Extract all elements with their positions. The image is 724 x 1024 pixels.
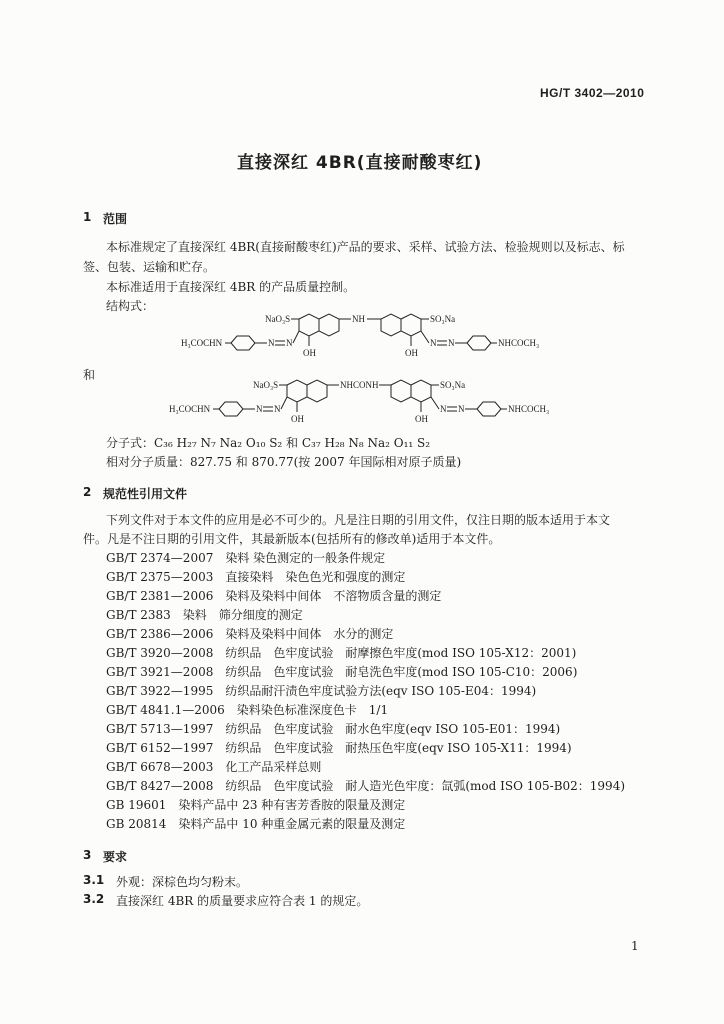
section-1-heading: 范围 <box>103 212 128 226</box>
section-2-heading: 规范性引用文件 <box>103 487 188 501</box>
requirement-3-1-number: 3.1 <box>83 873 105 887</box>
azo-n-left-1: N <box>256 404 263 414</box>
naphthalene-ring-right-a <box>391 380 411 402</box>
scope-applicability: 本标准适用于直接深红 4BR 的产品质量控制。 <box>106 280 356 294</box>
structural-formula-1 <box>175 310 575 366</box>
reference-item: GB/T 2375—2003 直接染料 染色色光和强度的测定 <box>106 570 406 584</box>
benzene-ring-right <box>477 402 501 416</box>
reference-item: GB/T 3922—1995 纺织品耐汗渍色牢度试验方法(eqv ISO 105-E04：1994) <box>106 684 537 698</box>
acetylamino-right-label: NHCOCH₃ <box>508 404 550 414</box>
naphthalene-ring-left-a <box>287 380 307 402</box>
reference-item: GB/T 8427—2008 纺织品 色牢度试验 耐人造光色牢度：氙弧(mod ISO 105-B02：1994) <box>106 779 626 793</box>
scope-paragraph-line-2: 签、包装、运输和贮存。 <box>83 260 216 274</box>
azo-n-right-1: N <box>430 338 437 348</box>
acetylamino-right-label: NHCOCH₃ <box>498 338 540 348</box>
requirement-3-1-text: 外观：深棕色均匀粉末。 <box>116 875 249 889</box>
references-intro-line-1: 下列文件对于本文件的应用是必不可少的。凡是注日期的引用文件，仅注日期的版本适用于本文 <box>106 513 611 527</box>
requirement-3-2-number: 3.2 <box>83 892 105 906</box>
so3na-label: SO₃Na <box>430 314 456 324</box>
urea-linker-label: NHCONH <box>340 380 379 390</box>
scope-paragraph-line-1: 本标准规定了直接深红 4BR(直接耐酸枣红)产品的要求、采样、试验方法、检验规则以及标志、标 <box>106 240 625 254</box>
structural-formula-2 <box>165 376 585 432</box>
benzene-ring-left <box>219 402 243 416</box>
naso3-label: NaO₃S <box>253 380 279 390</box>
page-number: 1 <box>631 939 639 953</box>
molecular-formula: 分子式：C₃₆ H₂₇ N₇ Na₂ O₁₀ S₂ 和 C₃₇ H₂₈ N₈ Na₂ O₁₁ S₂ <box>106 436 431 450</box>
reference-item: GB/T 6678—2003 化工产品采样总则 <box>106 760 322 774</box>
oh-right-label: OH <box>415 414 428 424</box>
so3na-label: SO₃Na <box>440 380 466 390</box>
section-3-heading: 要求 <box>103 850 128 864</box>
nh-label: NH <box>352 314 365 324</box>
reference-item: GB/T 3920—2008 纺织品 色牢度试验 耐摩擦色牢度(mod ISO 105-X12：2001) <box>106 646 577 660</box>
reference-item: GB/T 2383 染料 筛分细度的测定 <box>106 608 303 622</box>
oh-right-label: OH <box>405 348 418 358</box>
requirement-3-2-text: 直接深红 4BR 的质量要求应符合表 1 的规定。 <box>116 894 369 908</box>
page-title: 直接深红 4BR(直接耐酸枣红) <box>237 153 483 173</box>
azo-n-right-2: N <box>448 338 455 348</box>
azo-n-left-2: N <box>274 404 281 414</box>
acetylamino-left-label: H₃COCHN <box>181 338 223 348</box>
oh-left-label: OH <box>303 348 316 358</box>
naphthalene-ring-right-b <box>411 380 431 402</box>
azo-n-left-1: N <box>268 338 275 348</box>
standard-number: HG/T 3402—2010 <box>540 86 645 100</box>
reference-item: GB/T 4841.1—2006 染料染色标准深度色卡 1/1 <box>106 703 389 717</box>
reference-list <box>106 549 666 834</box>
azo-n-left-2: N <box>286 338 293 348</box>
references-intro-line-2: 件。凡是不注日期的引用文件，其最新版本(包括所有的修改单)适用于本文件。 <box>83 532 501 546</box>
and-label: 和 <box>83 368 96 382</box>
benzene-ring-right <box>467 336 491 350</box>
section-2-number: 2 <box>83 485 92 499</box>
naphthalene-ring-right-b <box>401 314 421 336</box>
structure-label: 结构式： <box>106 299 155 313</box>
reference-item: GB/T 2386—2006 染料及染料中间体 水分的测定 <box>106 627 394 641</box>
naphthalene-ring-left-b <box>307 380 327 402</box>
acetylamino-left-label: H₃COCHN <box>169 404 211 414</box>
section-1-number: 1 <box>83 210 92 224</box>
benzene-ring-left <box>231 336 255 350</box>
reference-item: GB/T 2381—2006 染料及染料中间体 不溶物质含量的测定 <box>106 589 442 603</box>
section-3-number: 3 <box>83 848 92 862</box>
reference-item: GB/T 3921—2008 纺织品 色牢度试验 耐皂洗色牢度(mod ISO 105-C10：2006) <box>106 665 578 679</box>
reference-item: GB 19601 染料产品中 23 种有害芳香胺的限量及测定 <box>106 798 406 812</box>
naphthalene-ring-left-b <box>319 314 339 336</box>
reference-item: GB 20814 染料产品中 10 种重金属元素的限量及测定 <box>106 817 406 831</box>
reference-item: GB/T 5713—1997 纺织品 色牢度试验 耐水色牢度(eqv ISO 105-E01：1994) <box>106 722 561 736</box>
azo-n-right-1: N <box>440 404 447 414</box>
naphthalene-ring-right-a <box>381 314 401 336</box>
naphthalene-ring-left-a <box>299 314 319 336</box>
molecular-mass: 相对分子质量：827.75 和 870.77(按 2007 年国际相对原子质量) <box>106 455 462 469</box>
oh-left-label: OH <box>291 414 304 424</box>
azo-n-right-2: N <box>458 404 465 414</box>
reference-item: GB/T 2374—2007 染料 染色测定的一般条件规定 <box>106 551 386 565</box>
naso3-label: NaO₃S <box>265 314 291 324</box>
reference-item: GB/T 6152—1997 纺织品 色牢度试验 耐热压色牢度(eqv ISO 105-X11：1994) <box>106 741 572 755</box>
